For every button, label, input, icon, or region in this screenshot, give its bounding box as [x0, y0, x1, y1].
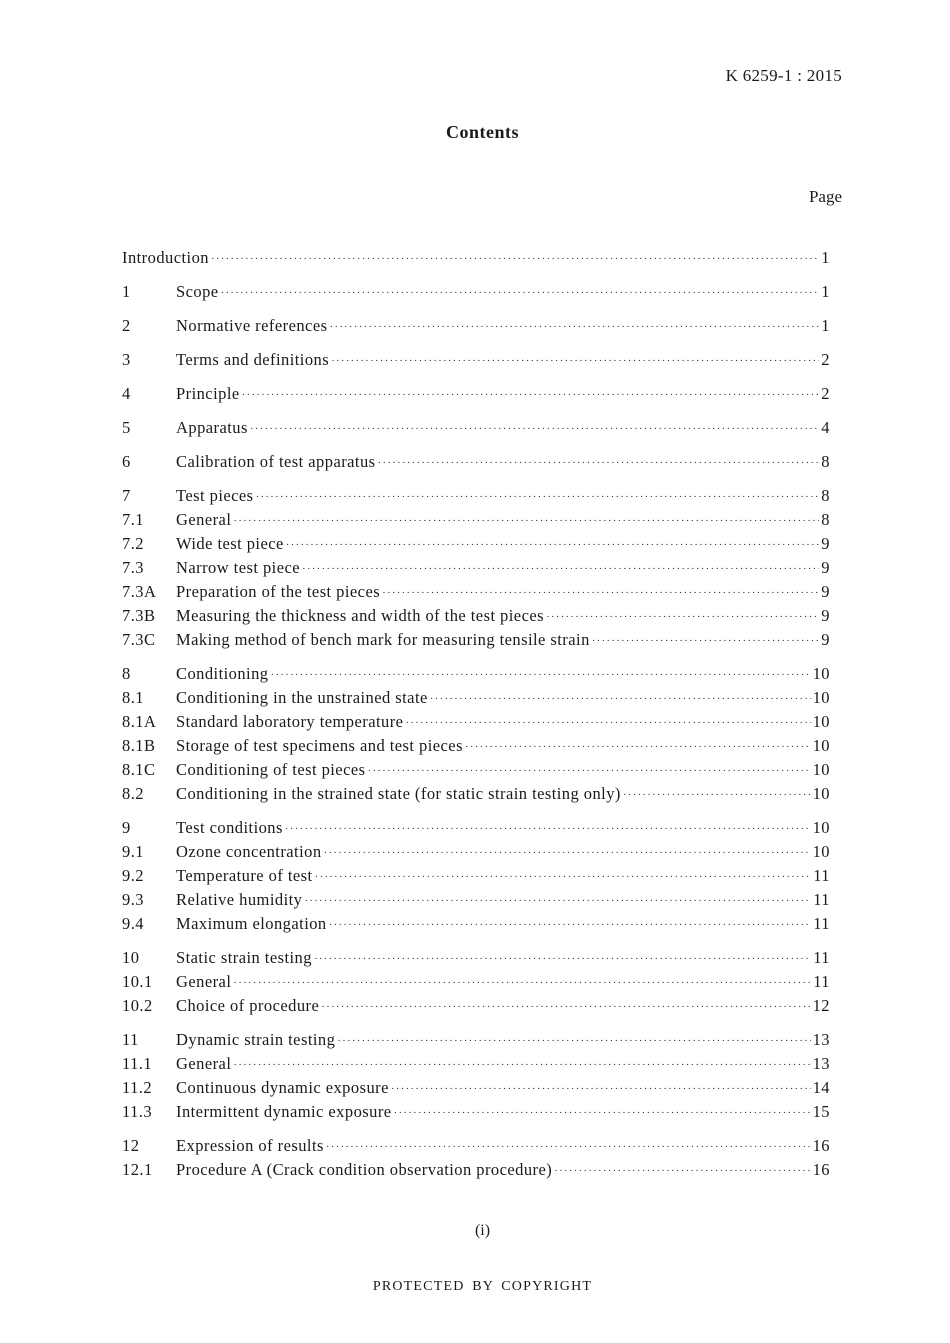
toc-entry-page: 14 — [812, 1078, 830, 1097]
toc-entry-page: 10 — [812, 712, 830, 731]
toc-leader-dots — [285, 823, 811, 835]
toc-entry-page: 10 — [812, 688, 830, 707]
toc-entry-number: 10 — [122, 948, 140, 967]
page-column-heading: Page — [808, 187, 842, 206]
toc-entry-label: General — [176, 972, 232, 991]
toc-entry-page: 16 — [812, 1160, 830, 1179]
toc-entry[interactable] — [122, 866, 830, 890]
toc-entry-number: 6 — [122, 452, 131, 471]
toc-entry[interactable] — [122, 350, 830, 374]
toc-entry-number: 7.3 — [122, 558, 144, 577]
toc-entry-page: 11 — [813, 914, 830, 933]
toc-leader-dots — [324, 847, 811, 859]
toc-entry[interactable] — [122, 1160, 830, 1184]
toc-entry-label: Continuous dynamic exposure — [176, 1078, 389, 1097]
toc-entry[interactable] — [122, 1030, 830, 1054]
toc-entry-page: 9 — [821, 558, 830, 577]
toc-entry-number: 10.1 — [122, 972, 153, 991]
toc-entry-number: 1 — [122, 282, 131, 301]
toc-leader-dots — [623, 789, 811, 801]
toc-entry-label: Ozone concentration — [176, 842, 322, 861]
toc-entry-label: Conditioning in the strained state (for static strain testing only) — [176, 784, 621, 803]
toc-leader-dots — [394, 1107, 811, 1119]
toc-leader-dots — [405, 717, 810, 729]
toc-entry[interactable] — [122, 486, 830, 510]
toc-leader-dots — [250, 423, 819, 435]
toc-entry-number: 7.2 — [122, 534, 144, 553]
toc-leader-dots — [331, 355, 819, 367]
toc-entry[interactable] — [122, 712, 830, 736]
toc-entry-number: 7 — [122, 486, 131, 505]
toc-entry-page: 8 — [821, 486, 830, 505]
toc-entry-number: 3 — [122, 350, 131, 369]
toc-entry-page: 1 — [821, 316, 830, 335]
toc-entry[interactable] — [122, 914, 830, 938]
toc-entry[interactable] — [122, 760, 830, 784]
toc-entry-label: Measuring the thickness and width of the test pieces — [176, 606, 544, 625]
toc-entry-number: 8.1C — [122, 760, 156, 779]
toc-entry-label: Dynamic strain testing — [176, 1030, 336, 1049]
toc-entry-page: 1 — [821, 282, 830, 301]
toc-entry-page: 10 — [812, 664, 830, 683]
toc-entry-label: Intermittent dynamic exposure — [176, 1102, 392, 1121]
toc-entry-label: Temperature of test — [176, 866, 313, 885]
toc-leader-dots — [329, 321, 819, 333]
toc-entry[interactable] — [122, 606, 830, 630]
toc-entry-page: 13 — [812, 1054, 830, 1073]
toc-entry-number: 11 — [122, 1030, 139, 1049]
toc-leader-dots — [211, 253, 819, 265]
toc-entry-number: 9 — [122, 818, 131, 837]
toc-entry-label: Standard laboratory temperature — [176, 712, 404, 731]
toc-leader-dots — [391, 1083, 811, 1095]
page-folio: (i) — [474, 1222, 491, 1239]
toc-entry-number: 9.3 — [122, 890, 144, 909]
toc-entry-page: 10 — [812, 842, 830, 861]
toc-entry-page: 9 — [821, 630, 830, 649]
toc-entry[interactable] — [122, 510, 830, 534]
toc-entry[interactable] — [122, 688, 830, 712]
toc-entry[interactable] — [122, 948, 830, 972]
toc-entry-label: Conditioning in the unstrained state — [176, 688, 428, 707]
toc-entry[interactable] — [122, 384, 830, 408]
toc-entry-label: Introduction — [122, 248, 209, 267]
toc-leader-dots — [382, 587, 819, 599]
toc-entry[interactable] — [122, 558, 830, 582]
toc-entry-page: 8 — [821, 510, 830, 529]
toc-entry[interactable] — [122, 1102, 830, 1126]
toc-entry-page: 1 — [821, 248, 830, 267]
toc-entry-label: Relative humidity — [176, 890, 303, 909]
toc-entry-number: 12 — [122, 1136, 140, 1155]
toc-entry-page: 10 — [812, 760, 830, 779]
toc-leader-dots — [315, 871, 812, 883]
toc-entry-number: 7.1 — [122, 510, 144, 529]
toc-entry-number: 11.3 — [122, 1102, 153, 1121]
toc-entry-number: 10.2 — [122, 996, 153, 1015]
toc-entry-page: 11 — [813, 890, 830, 909]
toc-entry[interactable] — [122, 452, 830, 476]
toc-entry-page: 16 — [812, 1136, 830, 1155]
toc-entry-number: 5 — [122, 418, 131, 437]
toc-entry[interactable] — [122, 282, 830, 306]
toc-entry-page: 2 — [821, 384, 830, 403]
contents-title: Contents — [445, 122, 519, 142]
toc-entry-label: General — [176, 510, 232, 529]
toc-leader-dots — [378, 457, 820, 469]
toc-entry-label: Preparation of the test pieces — [176, 582, 381, 601]
toc-entry-label: Narrow test piece — [176, 558, 301, 577]
toc-entry[interactable] — [122, 630, 830, 654]
toc-entry-number: 12.1 — [122, 1160, 153, 1179]
toc-leader-dots — [465, 741, 811, 753]
toc-leader-dots — [368, 765, 811, 777]
toc-entry-page: 11 — [813, 948, 830, 967]
toc-leader-dots — [554, 1165, 810, 1177]
toc-entry-label: Choice of procedure — [176, 996, 320, 1015]
toc-entry-label: Conditioning — [176, 664, 269, 683]
toc-entry[interactable] — [122, 890, 830, 914]
toc-entry-number: 7.3B — [122, 606, 156, 625]
toc-entry-page: 9 — [821, 606, 830, 625]
toc-entry-number: 11.1 — [122, 1054, 153, 1073]
toc-entry[interactable] — [122, 996, 830, 1020]
toc-entry-page: 2 — [821, 350, 830, 369]
toc-entry-page: 10 — [812, 818, 830, 837]
toc-entry-label: Wide test piece — [176, 534, 284, 553]
toc-entry-page: 10 — [812, 784, 830, 803]
toc-leader-dots — [321, 1001, 810, 1013]
toc-entry-page: 15 — [812, 1102, 830, 1121]
toc-entry-label: Making method of bench mark for measuring tensile strain — [176, 630, 590, 649]
toc-entry[interactable] — [122, 418, 830, 442]
toc-entry[interactable] — [122, 784, 830, 808]
toc-leader-dots — [233, 977, 811, 989]
toc-entry-label: Maximum elongation — [176, 914, 327, 933]
toc-entry-page: 12 — [812, 996, 830, 1015]
toc-entry-label: Test pieces — [176, 486, 254, 505]
toc-entry[interactable] — [122, 1054, 830, 1078]
toc-entry-page: 9 — [821, 534, 830, 553]
toc-leader-dots — [314, 953, 811, 965]
toc-entry-label: Apparatus — [176, 418, 248, 437]
toc-leader-dots — [329, 919, 812, 931]
toc-entry-label: Conditioning of test pieces — [176, 760, 366, 779]
toc-entry-number: 8.1A — [122, 712, 157, 731]
toc-entry-number: 8.1B — [122, 736, 156, 755]
toc-entry-number: 11.2 — [122, 1078, 153, 1097]
table-of-contents — [122, 248, 830, 1184]
toc-entry[interactable] — [122, 1078, 830, 1102]
toc-entry-label: Test conditions — [176, 818, 283, 837]
toc-leader-dots — [286, 539, 820, 551]
toc-entry[interactable] — [122, 316, 830, 340]
toc-entry[interactable] — [122, 664, 830, 688]
toc-entry-label: Calibration of test apparatus — [176, 452, 376, 471]
toc-entry-label: Expression of results — [176, 1136, 324, 1155]
toc-entry[interactable] — [122, 1136, 830, 1160]
toc-entry-number: 9.4 — [122, 914, 144, 933]
toc-entry-label: General — [176, 1054, 232, 1073]
toc-entry-page: 10 — [812, 736, 830, 755]
toc-leader-dots — [337, 1035, 810, 1047]
toc-entry[interactable] — [122, 972, 830, 996]
toc-entry-label: Terms and definitions — [176, 350, 330, 369]
toc-leader-dots — [242, 389, 820, 401]
toc-leader-dots — [256, 491, 820, 503]
toc-entry-page: 9 — [821, 582, 830, 601]
toc-leader-dots — [221, 287, 820, 299]
toc-leader-dots — [304, 895, 811, 907]
toc-entry-page: 4 — [821, 418, 830, 437]
toc-entry-number: 4 — [122, 384, 131, 403]
toc-entry-label: Normative references — [176, 316, 328, 335]
toc-entry-number: 8.2 — [122, 784, 144, 803]
toc-leader-dots — [430, 693, 811, 705]
toc-entry[interactable] — [122, 248, 830, 272]
toc-entry-label: Scope — [176, 282, 219, 301]
toc-entry-page: 11 — [813, 972, 830, 991]
toc-entry[interactable] — [122, 842, 830, 866]
toc-entry-number: 9.2 — [122, 866, 144, 885]
toc-leader-dots — [233, 515, 819, 527]
toc-leader-dots — [233, 1059, 810, 1071]
toc-entry[interactable] — [122, 818, 830, 842]
toc-entry-label: Procedure A (Crack condition observation procedure) — [176, 1160, 553, 1179]
toc-leader-dots — [271, 669, 811, 681]
toc-leader-dots — [592, 635, 820, 647]
toc-entry-page: 13 — [812, 1030, 830, 1049]
toc-entry-page: 11 — [813, 866, 830, 885]
copyright-notice: PROTECTED BY COPYRIGHT — [372, 1279, 593, 1294]
toc-entry-label: Principle — [176, 384, 240, 403]
toc-entry-label: Storage of test specimens and test pieces — [176, 736, 463, 755]
toc-leader-dots — [546, 611, 819, 623]
toc-entry-number: 7.3A — [122, 582, 157, 601]
toc-entry-page: 8 — [821, 452, 830, 471]
toc-entry-label: Static strain testing — [176, 948, 312, 967]
toc-entry-number: 2 — [122, 316, 131, 335]
toc-entry-number: 7.3C — [122, 630, 156, 649]
toc-entry-number: 9.1 — [122, 842, 144, 861]
toc-entry[interactable] — [122, 582, 830, 606]
toc-leader-dots — [302, 563, 819, 575]
toc-entry[interactable] — [122, 534, 830, 558]
toc-leader-dots — [326, 1141, 811, 1153]
toc-entry-number: 8 — [122, 664, 131, 683]
toc-entry[interactable] — [122, 736, 830, 760]
toc-entry-number: 8.1 — [122, 688, 144, 707]
standard-number: K 6259-1 : 2015 — [725, 66, 842, 85]
